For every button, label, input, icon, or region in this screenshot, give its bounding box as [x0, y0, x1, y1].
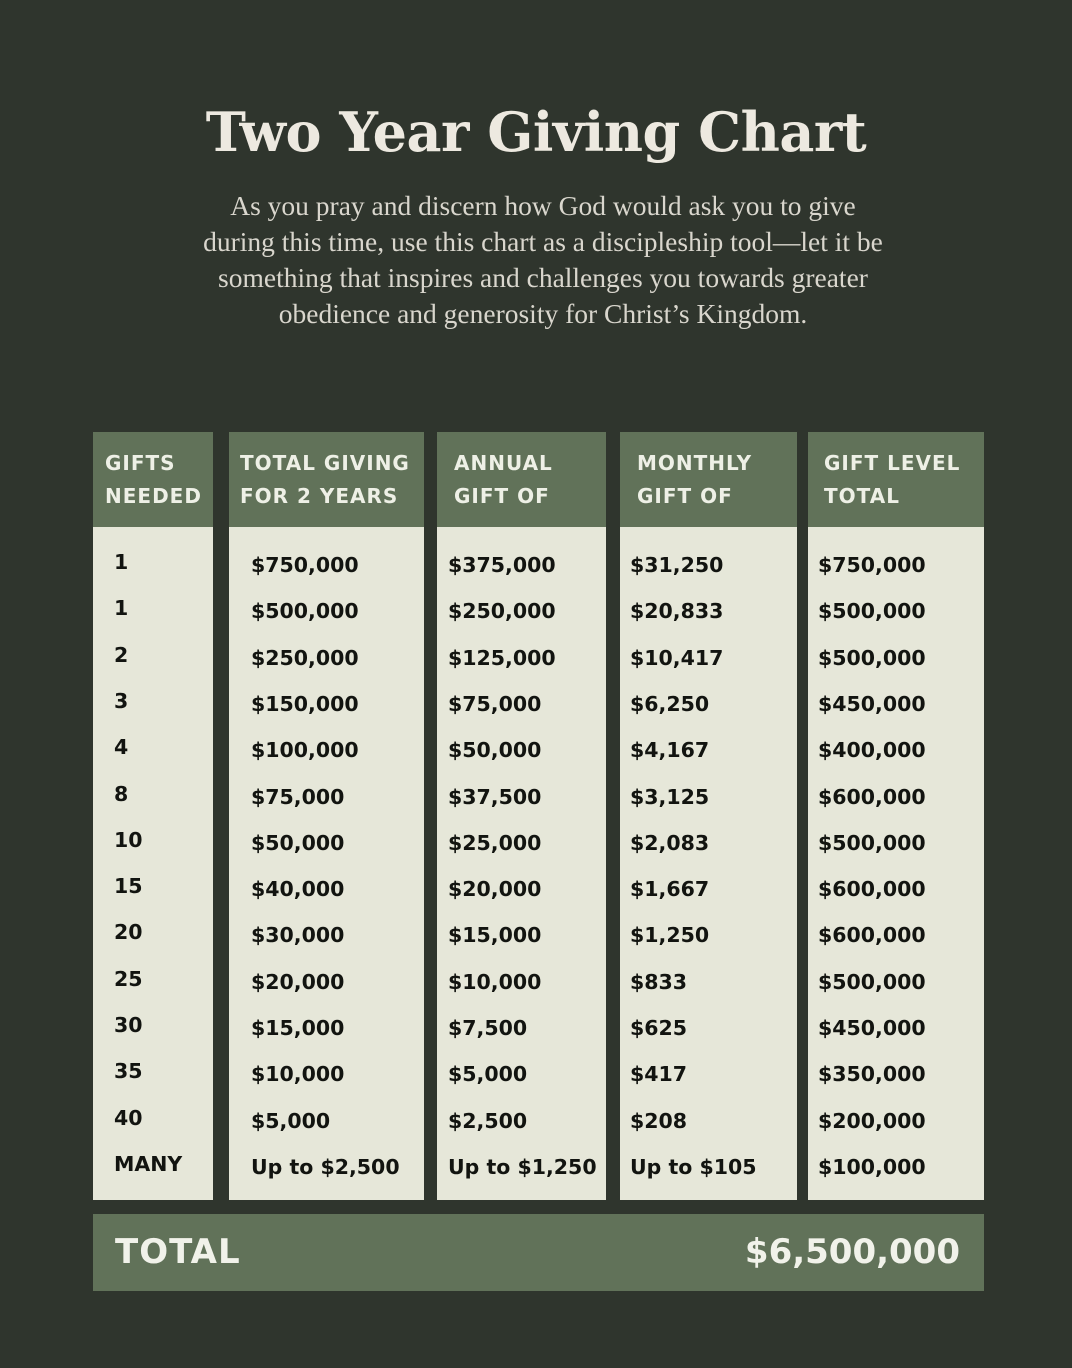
column-monthly-gift — [620, 432, 797, 1200]
table-cell-monthly-gift: $1,667 — [630, 877, 710, 902]
column-header-line: GIFT OF — [637, 484, 733, 508]
table-cell-gifts-needed: 10 — [114, 827, 143, 852]
table-cell-total-giving: $75,000 — [251, 784, 345, 809]
table-cell-total-giving: Up to $2,500 — [251, 1154, 400, 1179]
table-cell-annual-gift: $375,000 — [448, 553, 556, 577]
table-cell-annual-gift: Up to $1,250 — [448, 1154, 597, 1179]
table-cell-gifts-needed: 40 — [114, 1105, 143, 1130]
table-cell-gift-level-total: $500,000 — [818, 969, 926, 994]
table-cell-total-giving: $150,000 — [251, 691, 359, 716]
total-bar — [93, 1214, 984, 1291]
intro-line: obedience and generosity for Christ’s Kingdom. — [278, 298, 808, 329]
column-gifts-needed — [93, 432, 213, 1200]
table-cell-annual-gift: $250,000 — [448, 599, 556, 624]
table-cell-annual-gift: $7,500 — [448, 1016, 528, 1040]
table-cell-gift-level-total: $500,000 — [818, 830, 926, 855]
table-cell-gift-level-total: $750,000 — [818, 553, 926, 577]
column-header-line: NEEDED — [105, 484, 202, 508]
table-cell-gifts-needed: 30 — [114, 1013, 143, 1037]
column-header-gifts-needed — [93, 432, 213, 527]
table-cell-total-giving: $20,000 — [251, 969, 345, 994]
table-cell-monthly-gift: $1,250 — [630, 923, 710, 948]
table-cell-annual-gift: $5,000 — [448, 1062, 528, 1087]
table-cell-total-giving: $100,000 — [251, 738, 359, 763]
table-cell-monthly-gift: $417 — [630, 1062, 688, 1087]
table-cell-total-giving: $15,000 — [251, 1016, 345, 1040]
table-cell-monthly-gift: $6,250 — [630, 691, 710, 716]
column-annual-gift — [437, 432, 606, 1200]
intro-line: during this time, use this chart as a discipleship tool—let it be — [203, 226, 883, 257]
table-cell-gifts-needed: 8 — [114, 781, 129, 806]
table-cell-total-giving: $750,000 — [251, 553, 359, 577]
table-cell-total-giving: $40,000 — [251, 877, 345, 902]
table-cell-gift-level-total: $100,000 — [818, 1154, 926, 1179]
table-cell-monthly-gift: $4,167 — [630, 738, 710, 763]
table-cell-gifts-needed: 15 — [114, 874, 143, 899]
table-cell-gift-level-total: $400,000 — [818, 738, 926, 763]
table-cell-total-giving: $10,000 — [251, 1062, 345, 1087]
table-cell-monthly-gift: $2,083 — [630, 830, 710, 855]
table-cell-annual-gift: $125,000 — [448, 645, 556, 670]
table-cell-gift-level-total: $600,000 — [818, 877, 926, 902]
table-cell-gifts-needed: 4 — [114, 735, 129, 760]
table-cell-monthly-gift: $31,250 — [630, 553, 724, 577]
column-header-line: FOR 2 YEARS — [240, 484, 399, 508]
intro-line: As you pray and discern how God would ask you to give — [230, 190, 856, 221]
column-total-giving — [229, 432, 424, 1200]
table-cell-total-giving: $30,000 — [251, 923, 345, 948]
table-cell-total-giving: $500,000 — [251, 599, 359, 624]
table-cell-annual-gift: $15,000 — [448, 923, 542, 948]
table-cell-annual-gift: $50,000 — [448, 738, 542, 763]
table-cell-gift-level-total: $200,000 — [818, 1108, 926, 1133]
column-header-annual-gift — [437, 432, 606, 527]
table-cell-gift-level-total: $350,000 — [818, 1062, 926, 1087]
table-cell-gifts-needed: 1 — [114, 596, 129, 621]
table-cell-gifts-needed: 1 — [114, 550, 129, 574]
column-header-total-giving — [229, 432, 424, 527]
table-cell-gift-level-total: $500,000 — [818, 599, 926, 624]
table-cell-gift-level-total: $500,000 — [818, 645, 926, 670]
column-header-line: GIFT LEVEL — [824, 451, 961, 475]
table-cell-gifts-needed: 2 — [114, 642, 129, 667]
intro-line: something that inspires and challenges you towards greater — [218, 262, 868, 293]
table-cell-annual-gift: $10,000 — [448, 969, 542, 994]
table-cell-gift-level-total: $450,000 — [818, 691, 926, 716]
page-title: Two Year Giving Chart — [205, 100, 867, 164]
table-cell-monthly-gift: $833 — [630, 969, 688, 994]
column-header-line: ANNUAL — [454, 451, 553, 475]
column-header-line: TOTAL GIVING — [240, 451, 410, 475]
table-cell-total-giving: $5,000 — [251, 1108, 331, 1133]
table-cell-gift-level-total: $600,000 — [818, 923, 926, 948]
total-label: TOTAL — [115, 1232, 241, 1272]
table-cell-gifts-needed: 20 — [114, 920, 143, 945]
column-header-monthly-gift — [620, 432, 797, 527]
table-cell-gift-level-total: $450,000 — [818, 1016, 926, 1040]
table-cell-gifts-needed: 35 — [114, 1059, 143, 1084]
column-header-line: GIFTS — [105, 451, 176, 475]
table-cell-annual-gift: $75,000 — [448, 691, 542, 716]
table-cell-monthly-gift: $3,125 — [630, 784, 710, 809]
table-cell-monthly-gift: $208 — [630, 1108, 688, 1133]
table-cell-monthly-gift: $10,417 — [630, 645, 724, 670]
table-cell-annual-gift: $37,500 — [448, 784, 542, 809]
intro-text — [140, 188, 946, 332]
table-cell-total-giving: $50,000 — [251, 830, 345, 855]
table-cell-gifts-needed: 25 — [114, 966, 143, 991]
table-cell-total-giving: $250,000 — [251, 645, 359, 670]
total-value: $6,500,000 — [744, 1232, 960, 1272]
column-header-line: GIFT OF — [454, 484, 550, 508]
column-header-line: TOTAL — [824, 484, 900, 508]
table-cell-gift-level-total: $600,000 — [818, 784, 926, 809]
table-cell-gifts-needed: MANY — [114, 1151, 183, 1176]
table-cell-gifts-needed: 3 — [114, 688, 129, 713]
column-header-line: MONTHLY — [637, 451, 753, 475]
table-cell-annual-gift: $20,000 — [448, 877, 542, 902]
column-header-gift-level-total — [808, 432, 984, 527]
table-cell-monthly-gift: $625 — [630, 1016, 688, 1040]
column-gift-level-total — [808, 432, 984, 1200]
table-cell-monthly-gift: Up to $105 — [630, 1154, 757, 1179]
table-cell-monthly-gift: $20,833 — [630, 599, 724, 624]
table-cell-annual-gift: $2,500 — [448, 1108, 528, 1133]
table-cell-annual-gift: $25,000 — [448, 830, 542, 855]
